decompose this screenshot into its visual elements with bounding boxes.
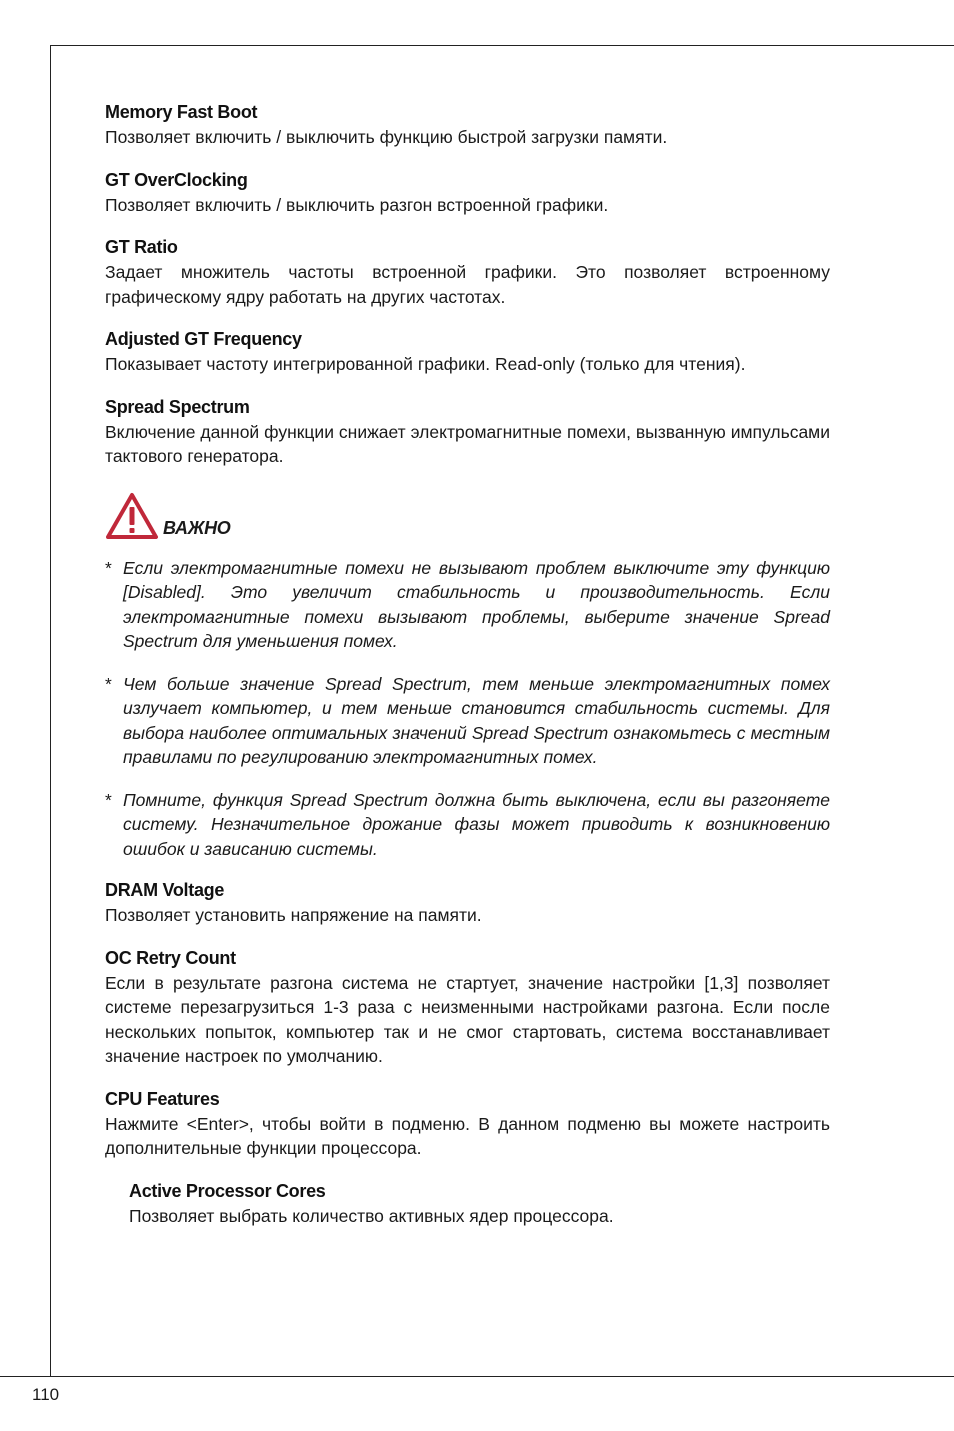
section-text: Если в результате разгона система не стартует, значение настройки [1,3] позволяет системе перезагрузиться 1-3 раза с неизменными настройками разгона. Если после нескольких попыток, компьютер так и не смог стартовать, система восстанавливает значение настроек по умолчанию.	[105, 972, 830, 1066]
important-label: ВАЖНО	[163, 517, 231, 538]
section-oc-retry-count	[105, 947, 830, 1069]
note-text: Помните, функция Spread Spectrum должна быть выключена, если вы разгоняете систему. Незначительное дрожание фазы может приводить к возникновению ошибок и зависанию системы.	[123, 789, 830, 859]
section-adjusted-gt-frequency	[105, 328, 830, 377]
section-memory-fast-boot	[105, 101, 830, 150]
section-title: GT OverClocking	[105, 169, 248, 190]
section-title: Adjusted GT Frequency	[105, 329, 302, 349]
subsection-active-processor-cores	[129, 1180, 830, 1229]
section-text: Позволяет установить напряжение на памяти.	[105, 905, 482, 925]
important-notice	[105, 488, 830, 862]
section-text: Задает множитель частоты встроенной графики. Это позволяет встроенному графическому ядру работать на других частотах.	[105, 262, 830, 307]
note-bullet: *	[105, 557, 112, 578]
section-dram-voltage	[105, 879, 830, 928]
section-title: OC Retry Count	[105, 947, 236, 968]
section-title: GT Ratio	[105, 237, 178, 257]
section-text: Позволяет включить / выключить разгон встроенной графики.	[105, 194, 609, 215]
important-header	[105, 488, 830, 540]
page-number: 110	[32, 1385, 60, 1404]
section-cpu-features	[105, 1088, 830, 1161]
note-bullet: *	[105, 673, 112, 694]
section-gt-overclocking	[105, 169, 830, 218]
section-text: Нажмите <Enter>, чтобы войти в подменю. В данном подменю вы можете настроить дополнительные функции процессора.	[105, 1113, 830, 1158]
page-content	[105, 101, 830, 1247]
note-bullet: *	[105, 789, 112, 810]
note-item	[105, 556, 830, 654]
section-text: Позволяет включить / выключить функцию быстрой загрузки памяти.	[105, 127, 668, 147]
section-title: CPU Features	[105, 1088, 220, 1109]
section-gt-ratio	[105, 236, 830, 309]
important-notes-list	[105, 556, 830, 862]
section-title: Memory Fast Boot	[105, 102, 258, 122]
frame-left-rule	[50, 45, 51, 1376]
warning-triangle-icon	[105, 492, 159, 540]
frame-top-rule	[50, 45, 954, 46]
section-text: Включение данной функции снижает электромагнитные помехи, вызванную импульсами тактового генератора.	[105, 421, 830, 466]
note-text: Чем больше значение Spread Spectrum, тем меньше электромагнитных помех излучает компьютер, и тем меньше становится стабильность системы. Для выбора наиболее оптимальных значений Spread Spectrum ознакомьтесь с местным правилами по регулированию электромагнитных помех.	[123, 673, 830, 767]
section-title: DRAM Voltage	[105, 880, 225, 900]
frame-bottom-rule	[0, 1376, 954, 1377]
section-spread-spectrum	[105, 396, 830, 469]
note-item	[105, 672, 830, 770]
section-title: Spread Spectrum	[105, 396, 250, 417]
note-item	[105, 788, 830, 862]
section-text: Позволяет выбрать количество активных ядер процессора.	[129, 1205, 614, 1226]
section-title: Active Processor Cores	[129, 1180, 326, 1201]
note-text: Если электромагнитные помехи не вызывают проблем выключите эту функцию [Disabled]. Это увеличит стабильность и производительность. Если электромагнитные помехи вызывают проблемы, выберите значение Spread Spectrum для уменьшения помех.	[123, 557, 830, 651]
section-text: Показывает частоту интегрированной графики. Read-only (только для чтения).	[105, 354, 746, 374]
